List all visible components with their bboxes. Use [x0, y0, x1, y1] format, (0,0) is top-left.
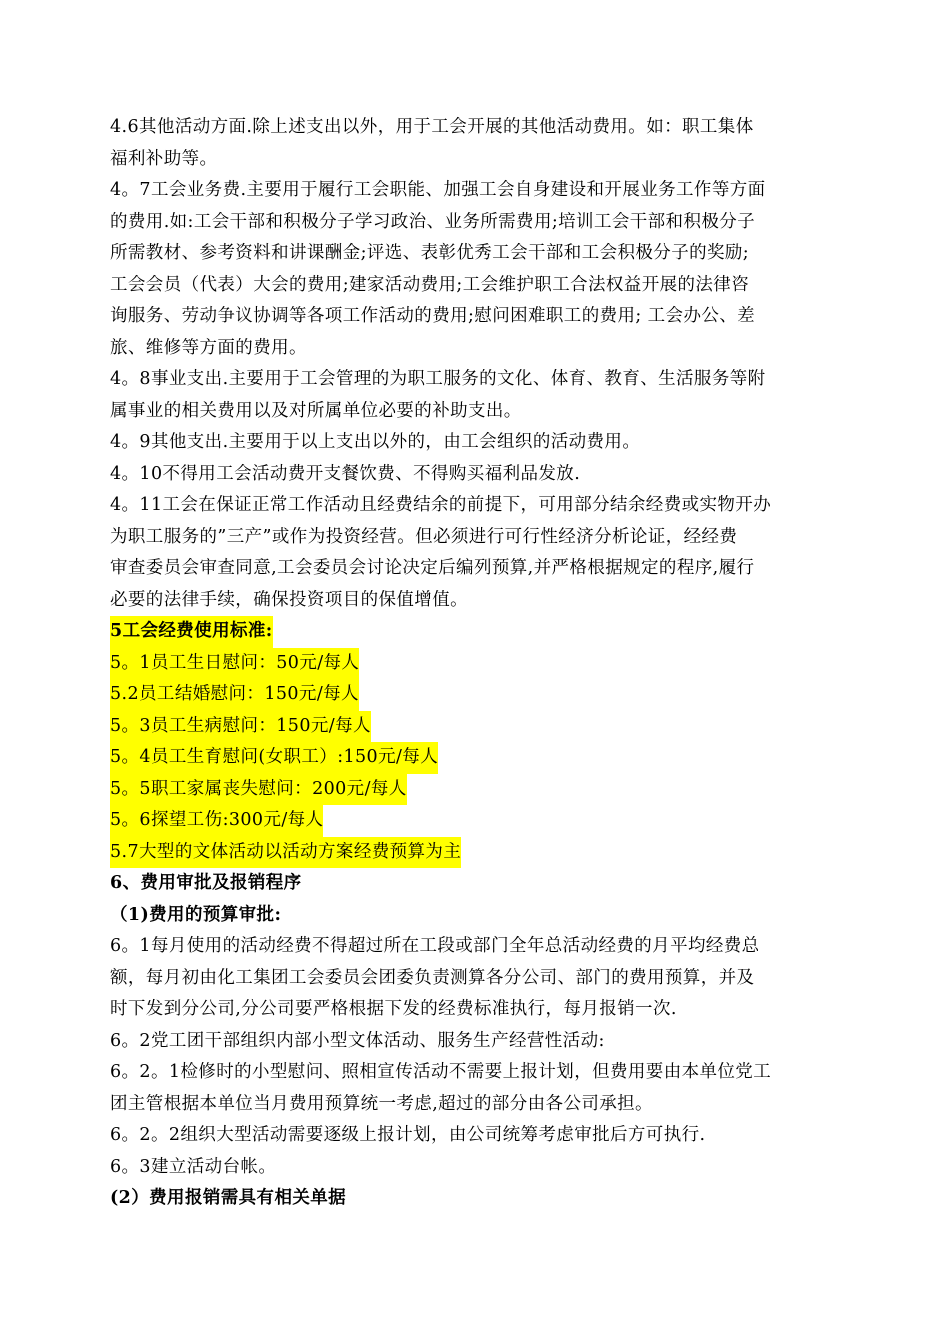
line-text: 6。1每月使用的活动经费不得超过所在工段或部门全年总活动经费的月平均经费总 — [110, 936, 760, 956]
paragraph-line — [110, 1026, 830, 1058]
line-text: 的费用.如:工会干部和积极分子学习政治、业务所需费用;培训工会干部和积极分子 — [110, 211, 756, 232]
line-text: (2）费用报销需具有相关单据 — [110, 1188, 347, 1208]
line-text: 6。3建立活动台帐。 — [110, 1156, 277, 1177]
highlighted-text: 5。3员工生病慰问：150元/每人 — [110, 711, 371, 743]
section-heading — [110, 1183, 830, 1215]
document-body — [110, 112, 830, 1215]
paragraph-line — [110, 301, 830, 333]
paragraph-line — [110, 490, 830, 522]
line-text: 审查委员会审查同意,工会委员会讨论决定后编列预算,并严格根据规定的程序,履行 — [110, 558, 755, 578]
line-text: 6。2。1检修时的小型慰问、照相宣传活动不需要上报计划，但费用要由本单位党工 — [110, 1062, 772, 1082]
paragraph-line — [110, 963, 830, 995]
line-text: 工会会员（代表）大会的费用;建家活动费用;工会维护职工合法权益开展的法律咨 — [110, 274, 750, 295]
line-text: 属事业的相关费用以及对所属单位必要的补助支出。 — [110, 400, 522, 421]
paragraph-line — [110, 522, 830, 554]
paragraph-line — [110, 805, 830, 837]
highlighted-text: 5。4员工生育慰问(女职工）:150元/每人 — [110, 742, 438, 774]
line-text: 福利补助等。 — [110, 148, 218, 169]
line-text: 4。8事业支出.主要用于工会管理的为职工服务的文化、体育、教育、生活服务等附 — [110, 369, 766, 389]
highlighted-text: 5。6探望工伤:300元/每人 — [110, 805, 323, 837]
line-text: 6。2党工团干部组织内部小型文体活动、服务生产经营性活动: — [110, 1030, 605, 1051]
line-text: 为职工服务的”三产”或作为投资经营。但必须进行可行性经济分析论证，经经费 — [110, 526, 738, 547]
paragraph-line — [110, 427, 830, 459]
paragraph-line — [110, 711, 830, 743]
paragraph-line — [110, 207, 830, 239]
line-text: 必要的法律手续，确保投资项目的保值增值。 — [110, 589, 468, 610]
paragraph-line — [110, 553, 830, 585]
paragraph-line — [110, 742, 830, 774]
highlighted-text: 5。1员工生日慰问：50元/每人 — [110, 648, 359, 680]
line-text: 时下发到分公司,分公司要严格根据下发的经费标准执行，每月报销一次. — [110, 999, 677, 1019]
line-text: （1)费用的预算审批: — [110, 904, 282, 925]
line-text: 4。11工会在保证正常工作活动且经费结余的前提下，可用部分结余经费或实物开办 — [110, 495, 772, 515]
line-text: 6。2。2组织大型活动需要逐级上报计划，由公司统筹考虑审批后方可执行. — [110, 1125, 706, 1145]
paragraph-line — [110, 112, 830, 144]
paragraph-line — [110, 175, 830, 207]
paragraph-line — [110, 994, 830, 1026]
line-text: 6、费用审批及报销程序 — [110, 873, 302, 893]
paragraph-line — [110, 1152, 830, 1184]
line-text: 4。7工会业务费.主要用于履行工会职能、加强工会自身建设和开展业务工作等方面 — [110, 180, 766, 200]
paragraph-line — [110, 679, 830, 711]
paragraph-line — [110, 364, 830, 396]
highlighted-text: 5.7大型的文体活动以活动方案经费预算为主 — [110, 837, 461, 869]
paragraph-line — [110, 333, 830, 365]
paragraph-line — [110, 1120, 830, 1152]
line-text: 4。10不得用工会活动费开支餐饮费、不得购买福利品发放. — [110, 463, 581, 484]
highlighted-text: 5。5职工家属丧失慰问：200元/每人 — [110, 774, 407, 806]
paragraph-line — [110, 931, 830, 963]
highlighted-text: 5.2员工结婚慰问：150元/每人 — [110, 679, 359, 711]
paragraph-line — [110, 238, 830, 270]
line-text: 额，每月初由化工集团工会委员会团委负责测算各分公司、部门的费用预算，并及 — [110, 967, 755, 988]
paragraph-line — [110, 774, 830, 806]
line-text: 团主管根据本单位当月费用预算统一考虑,超过的部分由各公司承担。 — [110, 1093, 653, 1114]
paragraph-line — [110, 585, 830, 617]
paragraph-line — [110, 459, 830, 491]
line-text: 4.6其他活动方面.除上述支出以外，用于工会开展的其他活动费用。如：职工集体 — [110, 117, 754, 137]
section-heading — [110, 616, 830, 648]
paragraph-line — [110, 648, 830, 680]
line-text: 旅、维修等方面的费用。 — [110, 337, 307, 358]
line-text: 所需教材、参考资料和讲课酬金;评选、表彰优秀工会干部和工会积极分子的奖励; — [110, 243, 750, 263]
line-text: 询服务、劳动争议协调等各项工作活动的费用;慰问困难职工的费用; 工会办公、差 — [110, 306, 756, 326]
paragraph-line — [110, 270, 830, 302]
highlighted-text: 5工会经费使用标准: — [110, 616, 273, 648]
section-heading — [110, 900, 830, 932]
paragraph-line — [110, 396, 830, 428]
paragraph-line — [110, 1089, 830, 1121]
paragraph-line — [110, 144, 830, 176]
paragraph-line — [110, 1057, 830, 1089]
line-text: 4。9其他支出.主要用于以上支出以外的，由工会组织的活动费用。 — [110, 432, 641, 452]
section-heading — [110, 868, 830, 900]
paragraph-line — [110, 837, 830, 869]
